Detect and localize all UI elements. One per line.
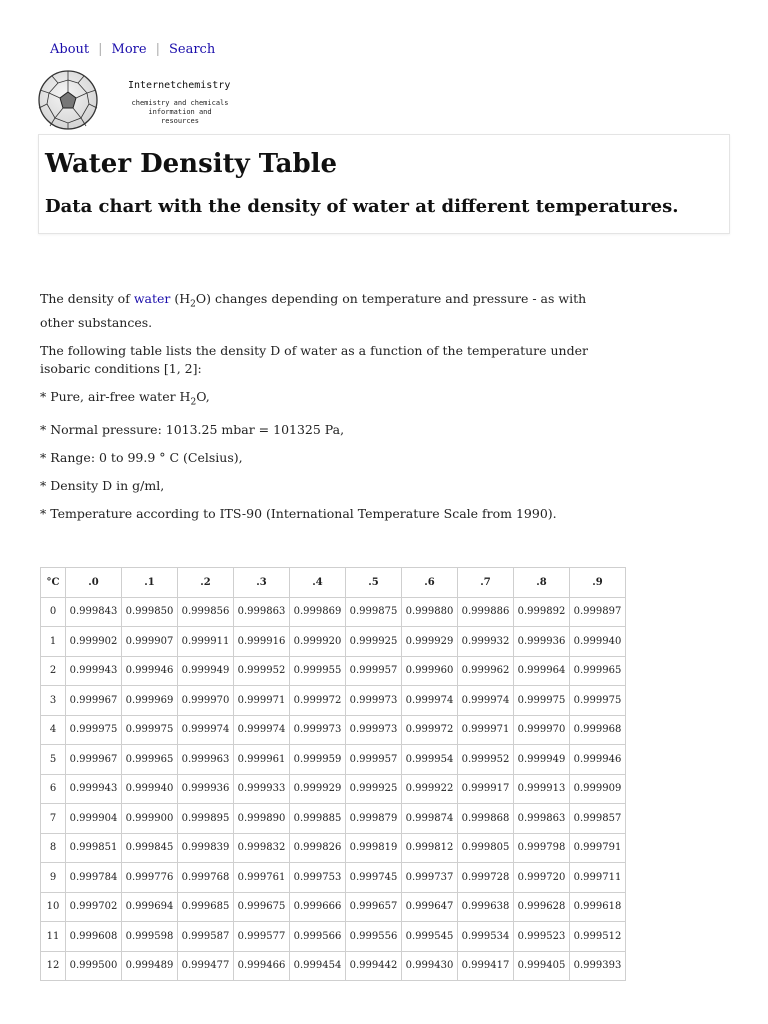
density-cell: 0.999728: [458, 863, 514, 893]
condition-item: * Temperature according to ITS-90 (International Temperature Scale from 1990).: [40, 506, 557, 521]
density-cell: 0.999454: [290, 951, 346, 981]
density-cell: 0.999967: [66, 745, 122, 775]
density-cell: 0.999720: [514, 863, 570, 893]
temperature-cell: 3: [41, 686, 66, 716]
temperature-cell: 2: [41, 656, 66, 686]
density-cell: 0.999805: [458, 833, 514, 863]
density-cell: 0.999963: [178, 745, 234, 775]
density-cell: 0.999784: [66, 863, 122, 893]
density-cell: 0.999962: [458, 656, 514, 686]
density-cell: 0.999566: [290, 922, 346, 952]
density-cell: 0.999972: [402, 715, 458, 745]
density-cell: 0.999964: [514, 656, 570, 686]
water-link[interactable]: water: [133, 291, 171, 306]
table-description: The following table lists the density D of water as a function of the temperature under isobaric conditions [1, 2]:: [40, 342, 588, 376]
nav-link-about[interactable]: About: [50, 42, 90, 57]
intro-text: O) changes depending on temperature and pressure - as with other substances.: [40, 291, 587, 330]
density-cell: 0.999856: [178, 597, 234, 627]
density-cell: 0.999892: [514, 597, 570, 627]
density-cell: 0.999857: [570, 804, 626, 834]
condition-item: [40, 388, 600, 412]
density-cell: 0.999957: [346, 656, 402, 686]
density-cell: 0.999885: [290, 804, 346, 834]
density-cell: 0.999868: [458, 804, 514, 834]
temperature-cell: 7: [41, 804, 66, 834]
density-cell: 0.999973: [290, 715, 346, 745]
table-row: [41, 833, 626, 863]
intro-text: (H: [170, 291, 191, 306]
column-header: .0: [66, 568, 122, 598]
density-cell: 0.999946: [122, 656, 178, 686]
temperature-cell: 1: [41, 627, 66, 657]
table-row: [41, 863, 626, 893]
density-cell: 0.999909: [570, 774, 626, 804]
column-header: .8: [514, 568, 570, 598]
density-cell: 0.999850: [122, 597, 178, 627]
density-cell: 0.999587: [178, 922, 234, 952]
density-cell: 0.999430: [402, 951, 458, 981]
density-cell: 0.999863: [234, 597, 290, 627]
column-header: .7: [458, 568, 514, 598]
nav-link-more[interactable]: More: [111, 42, 147, 57]
density-cell: 0.999975: [122, 715, 178, 745]
table-row: [41, 892, 626, 922]
density-cell: 0.999890: [234, 804, 290, 834]
density-cell: 0.999932: [458, 627, 514, 657]
density-cell: 0.999954: [402, 745, 458, 775]
density-cell: 0.999929: [290, 774, 346, 804]
table-header-row: [41, 568, 626, 598]
temperature-cell: 4: [41, 715, 66, 745]
density-cell: 0.999556: [346, 922, 402, 952]
density-cell: 0.999920: [290, 627, 346, 657]
density-cell: 0.999798: [514, 833, 570, 863]
density-cell: 0.999512: [570, 922, 626, 952]
density-cell: 0.999943: [66, 656, 122, 686]
table-row: [41, 951, 626, 981]
buckyball-logo-icon[interactable]: [36, 68, 100, 132]
temperature-cell: 8: [41, 833, 66, 863]
density-cell: 0.999904: [66, 804, 122, 834]
density-cell: 0.999971: [234, 686, 290, 716]
density-cell: 0.999417: [458, 951, 514, 981]
table-row: [41, 774, 626, 804]
density-cell: 0.999628: [514, 892, 570, 922]
density-cell: 0.999952: [458, 745, 514, 775]
density-cell: 0.999946: [570, 745, 626, 775]
density-cell: 0.999500: [66, 951, 122, 981]
density-cell: 0.999968: [570, 715, 626, 745]
subscript: 2: [190, 299, 196, 310]
density-cell: 0.999874: [402, 804, 458, 834]
density-cell: 0.999933: [234, 774, 290, 804]
density-cell: 0.999936: [514, 627, 570, 657]
density-cell: 0.999826: [290, 833, 346, 863]
table-row: [41, 804, 626, 834]
table-row: [41, 656, 626, 686]
density-cell: 0.999832: [234, 833, 290, 863]
density-cell: 0.999702: [66, 892, 122, 922]
density-cell: 0.999974: [178, 715, 234, 745]
temperature-cell: 6: [41, 774, 66, 804]
temperature-cell: 10: [41, 892, 66, 922]
density-cell: 0.999974: [234, 715, 290, 745]
density-cell: 0.999916: [234, 627, 290, 657]
density-cell: 0.999940: [570, 627, 626, 657]
density-cell: 0.999925: [346, 774, 402, 804]
density-cell: 0.999902: [66, 627, 122, 657]
table-row: [41, 686, 626, 716]
column-header: .6: [402, 568, 458, 598]
density-cell: 0.999974: [402, 686, 458, 716]
density-cell: 0.999863: [514, 804, 570, 834]
intro-paragraph: [40, 290, 600, 332]
density-cell: 0.999897: [570, 597, 626, 627]
density-cell: 0.999845: [122, 833, 178, 863]
temperature-cell: 0: [41, 597, 66, 627]
site-name[interactable]: Internetchemistry: [128, 80, 231, 91]
density-cell: 0.999477: [178, 951, 234, 981]
density-cell: 0.999975: [514, 686, 570, 716]
density-cell: 0.999768: [178, 863, 234, 893]
density-cell: 0.999973: [346, 715, 402, 745]
density-cell: 0.999973: [346, 686, 402, 716]
page-title: Water Density Table: [45, 149, 338, 179]
condition-item: * Range: 0 to 99.9 ° C (Celsius),: [40, 450, 243, 465]
table-row: [41, 715, 626, 745]
table-row: [41, 597, 626, 627]
density-cell: 0.999776: [122, 863, 178, 893]
density-cell: 0.999393: [570, 951, 626, 981]
density-cell: 0.999965: [122, 745, 178, 775]
density-cell: 0.999943: [66, 774, 122, 804]
density-cell: 0.999972: [290, 686, 346, 716]
site-brand: [128, 80, 232, 126]
density-cell: 0.999959: [290, 745, 346, 775]
density-cell: 0.999925: [346, 627, 402, 657]
density-cell: 0.999598: [122, 922, 178, 952]
condition-item: * Normal pressure: 1013.25 mbar = 101325 Pa,: [40, 422, 345, 437]
density-cell: 0.999577: [234, 922, 290, 952]
table-row: [41, 922, 626, 952]
density-cell: 0.999879: [346, 804, 402, 834]
top-navigation: [50, 42, 215, 57]
column-header: .4: [290, 568, 346, 598]
subscript: 2: [190, 397, 197, 407]
density-cell: 0.999971: [458, 715, 514, 745]
intro-section: [40, 290, 600, 533]
density-cell: 0.999970: [178, 686, 234, 716]
density-cell: 0.999638: [458, 892, 514, 922]
density-cell: 0.999466: [234, 951, 290, 981]
temperature-cell: 12: [41, 951, 66, 981]
density-cell: 0.999545: [402, 922, 458, 952]
column-header: °C: [41, 568, 66, 598]
density-cell: 0.999843: [66, 597, 122, 627]
density-cell: 0.999523: [514, 922, 570, 952]
density-cell: 0.999647: [402, 892, 458, 922]
density-cell: 0.999917: [458, 774, 514, 804]
density-cell: 0.999608: [66, 922, 122, 952]
density-cell: 0.999952: [234, 656, 290, 686]
density-cell: 0.999869: [290, 597, 346, 627]
density-cell: 0.999405: [514, 951, 570, 981]
nav-link-search[interactable]: Search: [168, 42, 216, 57]
page-header: [38, 134, 730, 234]
column-header: .9: [570, 568, 626, 598]
density-cell: 0.999442: [346, 951, 402, 981]
density-cell: 0.999875: [346, 597, 402, 627]
density-cell: 0.999880: [402, 597, 458, 627]
density-cell: 0.999761: [234, 863, 290, 893]
site-tagline: chemistry and chemicals information and resources: [131, 99, 229, 125]
density-cell: 0.999967: [66, 686, 122, 716]
density-cell: 0.999936: [178, 774, 234, 804]
density-cell: 0.999745: [346, 863, 402, 893]
column-header: .1: [122, 568, 178, 598]
temperature-cell: 9: [41, 863, 66, 893]
density-cell: 0.999895: [178, 804, 234, 834]
density-cell: 0.999886: [458, 597, 514, 627]
intro-text: The density of: [40, 291, 134, 306]
density-cell: 0.999940: [122, 774, 178, 804]
density-cell: 0.999965: [570, 656, 626, 686]
density-cell: 0.999955: [290, 656, 346, 686]
density-cell: 0.999961: [234, 745, 290, 775]
table-row: [41, 745, 626, 775]
table-row: [41, 627, 626, 657]
density-cell: 0.999851: [66, 833, 122, 863]
density-cell: 0.999737: [402, 863, 458, 893]
water-density-table: [40, 567, 626, 981]
density-cell: 0.999753: [290, 863, 346, 893]
column-header: .5: [346, 568, 402, 598]
density-cell: 0.999970: [514, 715, 570, 745]
density-cell: 0.999819: [346, 833, 402, 863]
temperature-cell: 11: [41, 922, 66, 952]
density-cell: 0.999913: [514, 774, 570, 804]
density-cell: 0.999657: [346, 892, 402, 922]
density-cell: 0.999975: [570, 686, 626, 716]
condition-item: * Density D in g/ml,: [40, 478, 165, 493]
density-cell: 0.999812: [402, 833, 458, 863]
density-cell: 0.999618: [570, 892, 626, 922]
density-cell: 0.999929: [402, 627, 458, 657]
temperature-cell: 5: [41, 745, 66, 775]
density-cell: 0.999911: [178, 627, 234, 657]
table-body: [41, 597, 626, 981]
density-cell: 0.999839: [178, 833, 234, 863]
density-cell: 0.999685: [178, 892, 234, 922]
density-cell: 0.999969: [122, 686, 178, 716]
density-cell: 0.999534: [458, 922, 514, 952]
density-cell: 0.999960: [402, 656, 458, 686]
condition-text: O,: [196, 388, 210, 404]
density-cell: 0.999957: [346, 745, 402, 775]
density-cell: 0.999489: [122, 951, 178, 981]
density-cell: 0.999975: [66, 715, 122, 745]
page-subtitle: Data chart with the density of water at different temperatures.: [45, 196, 679, 217]
nav-separator: |: [98, 42, 103, 57]
density-cell: 0.999922: [402, 774, 458, 804]
column-header: .2: [178, 568, 234, 598]
density-cell: 0.999974: [458, 686, 514, 716]
density-cell: 0.999666: [290, 892, 346, 922]
density-cell: 0.999791: [570, 833, 626, 863]
density-cell: 0.999907: [122, 627, 178, 657]
density-cell: 0.999900: [122, 804, 178, 834]
density-cell: 0.999675: [234, 892, 290, 922]
column-header: .3: [234, 568, 290, 598]
density-cell: 0.999711: [570, 863, 626, 893]
nav-separator: |: [155, 42, 160, 57]
density-cell: 0.999949: [514, 745, 570, 775]
density-cell: 0.999949: [178, 656, 234, 686]
condition-text: * Pure, air-free water H: [40, 388, 191, 404]
density-cell: 0.999694: [122, 892, 178, 922]
